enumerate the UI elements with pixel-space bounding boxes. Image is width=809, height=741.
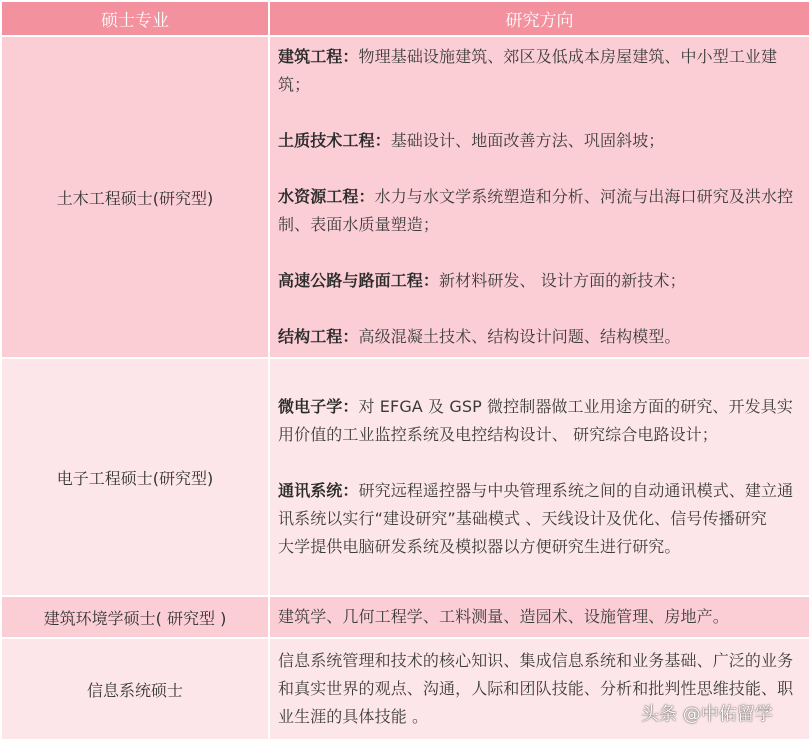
major-cell: 电子工程硕士(研究型) <box>1 358 269 596</box>
direction-text: 高级混凝土技术、结构设计问题、结构模型。 <box>358 327 681 346</box>
header-direction: 研究方向 <box>269 1 809 36</box>
watermark-logo: 头条 @中佑留学 <box>641 704 773 725</box>
direction-term: 建筑工程： <box>278 47 359 66</box>
direction-item <box>278 477 801 533</box>
header-major: 硕士专业 <box>1 1 269 36</box>
direction-term: 结构工程： <box>278 327 359 346</box>
table-row-built-environment <box>1 596 809 638</box>
direction-text: 物理基础设施建筑、郊区及低成本房屋建筑、中小型工业建筑； <box>278 47 778 94</box>
direction-item <box>278 393 801 449</box>
direction-item <box>278 323 801 351</box>
direction-item <box>278 267 801 295</box>
direction-term: 水资源工程： <box>278 187 375 206</box>
table-header-row <box>1 1 809 36</box>
direction-text: 新材料研发、 设计方面的新技术； <box>439 271 686 290</box>
direction-cell <box>269 358 809 596</box>
direction-term: 土质技术工程： <box>278 131 391 150</box>
direction-text: 对 EFGA 及 GSP 微控制器做工业用途方面的研究、开发具实用价值的工业监控系统及电控结构设计、 研究综合电路设计； <box>278 397 793 444</box>
direction-item <box>278 183 801 239</box>
direction-cell: 建筑学、几何工程学、工料测量、造园术、设施管理、房地产。 <box>269 596 809 638</box>
direction-item <box>278 43 801 99</box>
direction-item <box>278 127 801 155</box>
direction-term: 高速公路与路面工程： <box>278 271 440 290</box>
direction-text: 基础设计、地面改善方法、巩固斜坡； <box>390 131 665 150</box>
direction-text: 研究远程遥控器与中央管理系统之间的自动通讯模式、建立通讯系统以实行“建设研究”基础模式 、天线设计及优化、信号传播研究 <box>278 481 794 528</box>
major-cell: 信息系统硕士 <box>1 638 269 740</box>
direction-note: 大学提供电脑研发系统及模拟器以方便研究生进行研究。 <box>278 537 681 556</box>
direction-term: 微电子学： <box>278 397 359 416</box>
major-cell: 建筑环境学硕士( 研究型 ) <box>1 596 269 638</box>
table-row-civil <box>1 36 809 358</box>
table-row-electronic <box>1 358 809 596</box>
direction-text: 水力与水文学系统塑造和分析、河流与出海口研究及洪水控制、表面水质量塑造； <box>278 187 794 234</box>
direction-cell <box>269 36 809 358</box>
direction-cell: 信息系统管理和技术的核心知识、集成信息系统和业务基础、广泛的业务和真实世界的观点、沟通，人际和团队技能、分析和批判性思维技能、职业生涯的具体技能 。 <box>269 638 809 740</box>
major-cell: 土木工程硕士(研究型) <box>1 36 269 358</box>
direction-term: 通讯系统： <box>278 481 359 500</box>
